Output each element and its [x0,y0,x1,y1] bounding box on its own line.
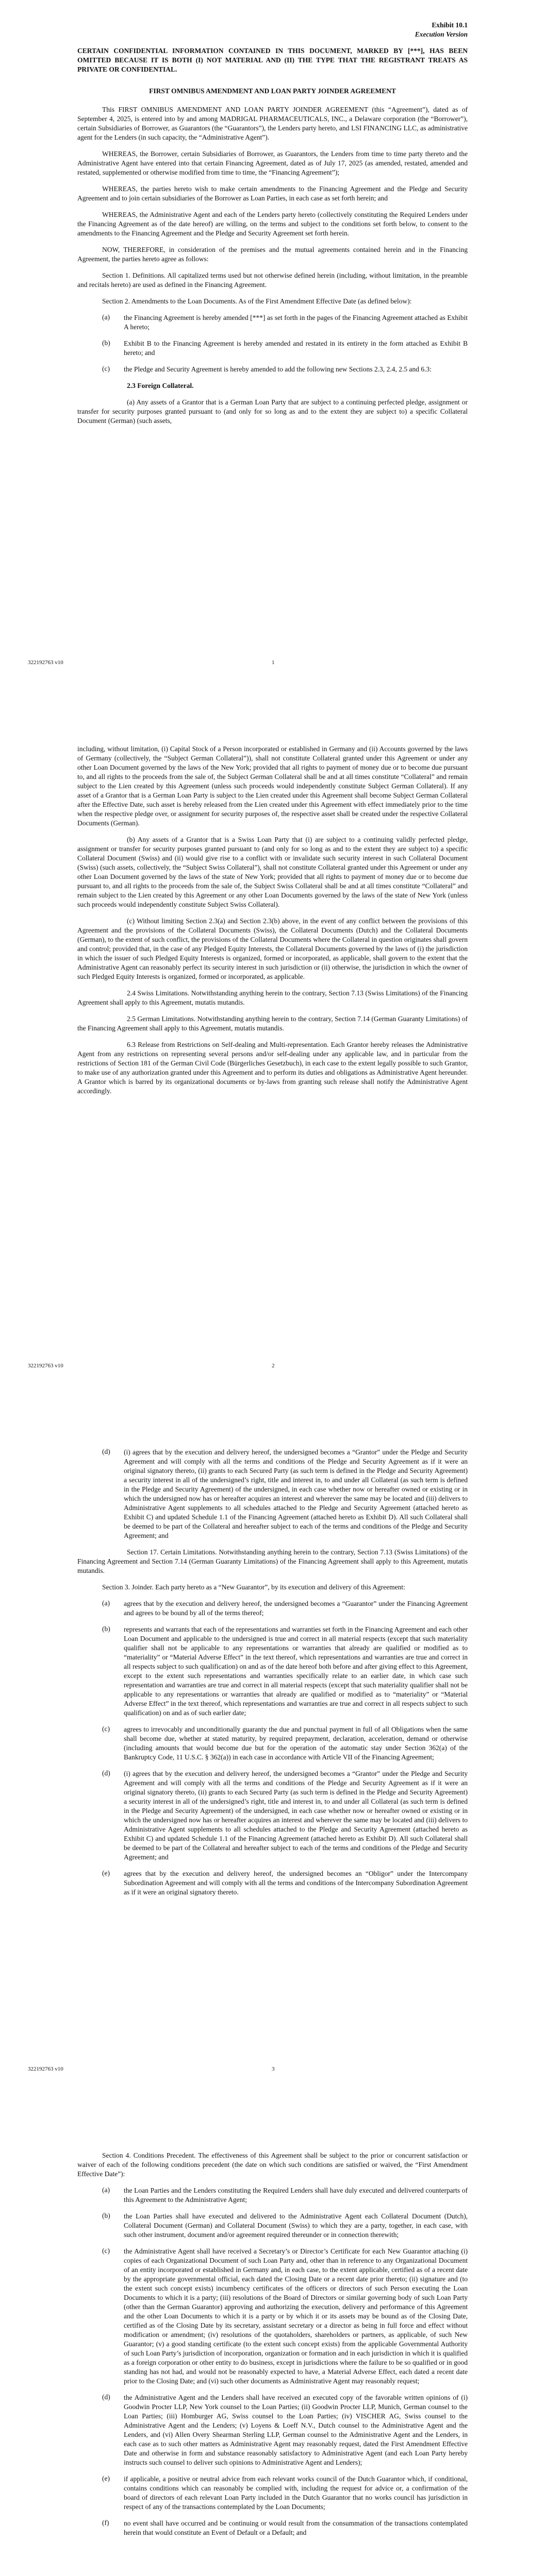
para-6-3-release: 6.3 Release from Restrictions on Self-dealing and Multi-representation. Each Grantor hereby releases the Administrative Agent from any restrictions on representing several persons and/or self-dealing under any applicable law, and in particular from the restrictions of Section 181 of the German Civil Code (Bürgerliches Gesetzbuch), in each case to the extent legally possible to such Grantor, to make use of any authorization granted under this Agreement and to perform its duties and obligations as Administrative Agent hereunder. A Grantor which is barred by its organizational documents or by-laws from granting such release shall notify the Administrative Agent accordingly. [77,1041,468,1095]
clause-3d-text: (i) agrees that by the execution and delivery hereof, the undersigned becomes a “Grantor” under the Pledge and Security Agreement and will comply with all the terms and conditions of the Pledge and Security Agreement as if it were an original signatory thereto, (ii) grants to each Secured Party (as such term is defined in the Pledge and Security Agreement) a security interest in all of the undersigned’s right, title and interest in, to and under all Collateral (as such term is defined in the Pledge and Security Agreement) of the undersigned, in each case whether now or hereafter owned or existing or in which the undersigned now has or hereafter acquires an interest and wherever the same may be located and (iii) delivers to Administrative Agent supplements to all schedules attached to the Pledge and Security Agreement (attached hereto as Exhibit C) and updated Schedule 1.1 of the Financing Agreement (attached hereto as Exhibit D). All such Collateral shall be deemed to be part of the Collateral and hereafter subject to each of the terms and conditions of the Pledge and Security Agreement; and [124,1770,468,1861]
clause-3e: (e) agrees that by the execution and delivery hereof, the undersigned becomes an “Obligor” under the Intercompany Subordination Agreement and will comply with all the terms and conditions of the Intercompany Subordination Agreement as if it were an original signatory thereto. [102,1869,468,1896]
clause-2a: (a) the Financing Agreement is hereby amended [***] as set forth in the pages of the Financing Agreement attached as Exhibit A hereto; [102,313,468,331]
clause-4f-text: no event shall have occurred and be continuing or would result from the consummation of the transactions contemplated herein that would constitute an Event of Default or a Default; and [124,2519,468,2536]
section-2-amendments: Section 2. Amendments to the Loan Documents. As of the First Amendment Effective Date (as defined below): [102,297,412,305]
page-4 [0,2110,544,2576]
whereas-2: WHEREAS, the parties hereto wish to make certain amendments to the Financing Agreement and the Pledge and Security Agreement and to join certain subsidiaries of the Borrower as Loan Parties, in each case as set forth herein; and [77,185,468,202]
document-id: 322192763 v10 [28,1363,63,1369]
page-number: 2 [272,1363,275,1369]
clause-3d: (d) (i) agrees that by the execution and delivery hereof, the undersigned becomes a “Grantor” under the Pledge and Security Agreement and will comply with all the terms and conditions of the Pledge and Security Agreement as if it were an original signatory thereto, (ii) grants to each Secured Party (as such term is defined in the Pledge and Security Agreement) a security interest in all of the undersigned’s right, title and interest in, to and under all Collateral (as such term is defined in the Pledge and Security Agreement) of the undersigned, in each case whether now or hereafter owned or existing or in which the undersigned now has or hereafter acquires an interest and wherever the same may be located and (iii) delivers to Administrative Agent supplements to all schedules attached to the Pledge and Security Agreement (attached hereto as Exhibit C) and updated Schedule 1.1 of the Financing Agreement (attached hereto as Exhibit D). All such Collateral shall be deemed to be part of the Collateral and hereafter subject to each of the terms and conditions of the Pledge and Security Agreement; and [102,1769,468,1861]
clause-4e-text: if applicable, a positive or neutral advice from each relevant works council of the Dutch Guarantor which, if conditional, contains conditions which can reasonably be complied with, including the request for advice or, a confirmation of the board of directors of each relevant Loan Party included in the Dutch Guarantor that no works council has jurisdiction in respect of any of the transactions contemplated by the Loan Documents; [124,2475,468,2511]
clause-2a-text: the Financing Agreement is hereby amended [***] as set forth in the pages of the Financing Agreement attached as Exhibit A hereto; [124,314,468,331]
section-3-joinder: Section 3. Joinder. Each party hereto as a “New Guarantor”, by its execution and delivery of this Agreement: [102,1583,405,1591]
intro-paragraph: This FIRST OMNIBUS AMENDMENT AND LOAN PARTY JOINDER AGREEMENT (this “Agreement”), dated as of September 4, 2025, is entered into by and among MADRIGAL PHARMACEUTICALS, INC., a Delaware corporation (the “Borrower”), certain Subsidiaries of Borrower, as Guarantors (the “Guarantors”), the Lenders party hereto, and LSI FINANCING LLC, as administrative agent for the Lenders (in such capacity, the “Administrative Agent”). [77,106,468,141]
document-id: 322192763 v10 [28,2066,63,2072]
clause-3b-text: represents and warrants that each of the representations and warranties set forth in the Financing Agreement and each other Loan Document and applicable to the undersigned is true and correct in all material respects (except that such materiality qualifier shall not be applicable to any representations or warranties that already are qualified or modified as to “materiality” or “Material Adverse Effect” in the text thereof, which representations and warranties are true and correct in all respects subject to such qualification) on and as of the date hereof both before and after giving effect to this Agreement, except to the extent such representations and warranties specifically relate to an earlier date, in which case such representation and warranties are true and correct in all material respects (except that such materiality qualifier shall not be applicable to any representations or warranties that already are qualified or modified as to “materiality” or “Material Adverse Effect” in the text thereof, which representations and warranties are true and correct in all respects subject to such qualification) on and as of such earlier date; [124,1625,468,1717]
clause-4d-text: the Administrative Agent and the Lenders shall have received an executed copy of the favorable written opinions of (i) Goodwin Procter LLP, New York counsel to the Loan Parties; (ii) Goodwin Procter LLP, Munich, German counsel to the Loan Parties; (iii) Homburger AG, Swiss counsel to the Loan Parties; (iv) VISCHER AG, Swiss counsel to the Administrative Agent and the Lenders; (v) Loyens & Loeff N.V., Dutch counsel to the Administrative Agent and the Lenders, and (vi) Allen Overy Shearman Sterling LLP, German counsel to the Administrative Agent and the Lenders, in each case as to such other matters as Administrative Agent may reasonably request, dated the First Amendment Effective Date and otherwise in form and substance reasonably satisfactory to Administrative Agent (and each Loan Party hereby instructs such counsel to deliver such opinions to Administrative Agent and Lenders); [124,2394,468,2466]
para-2-3a: (a) Any assets of a Grantor that is a German Loan Party that are subject to a continuing perfected pledge, assignment or transfer for security purposes granted pursuant to (and only for so long as and to the extent they are subject to) a specific Collateral Document (German) (such assets, [77,398,468,425]
section-17-limitations: Section 17. Certain Limitations. Notwithstanding anything herein to the contrary, Section 7.13 (Swiss Limitations) of the Financing Agreement and Section 7.14 (German Guaranty Limitations) of the Financing Agreement shall apply to this Agreement, mutatis mutandis. [77,1548,468,1574]
clause-2c: (c) the Pledge and Security Agreement is hereby amended to add the following new Sections 2.3, 2.4, 2.5 and 6.3: [102,365,468,374]
clause-4f: (f) no event shall have occurred and be continuing or would result from the consummation of the transactions contemplated herein that would constitute an Event of Default or a Default; and [102,2519,468,2536]
clause-3c: (c) agrees to irrevocably and unconditionally guaranty the due and punctual payment in full of all Obligations when the same shall become due, whether at stated maturity, by required prepayment, declaration, acceleration, demand or otherwise (including amounts that would become due but for the operation of the automatic stay under Section 362(a) of the Bankruptcy Code, 11 U.S.C. § 362(a)) in each case in accordance with Article VII of the Financing Agreement; [102,1725,468,1761]
para-2-3c: (c) Without limiting Section 2.3(a) and Section 2.3(b) above, in the event of any conflict between the provisions of this Agreement and the provisions of the Collateral Documents (Swiss), the Collateral Documents (Dutch) and the Collateral Documents (German), to the extent of such conflict, the provisions of the Collateral Documents where the Collateral in question originates shall govern and control; provided that, in the case of any Pledged Equity Interests, the Collateral Documents governed by the laws of (i) the jurisdiction in which the issuer of such Pledged Equity Interests is organized, formed or incorporated, as applicable, shall govern to the extent that the Administrative Agent can reasonably perfect its security interest in such jurisdiction or (ii) otherwise, the jurisdiction in which the owner of such Pledged Equity Interests is organized, formed or incorporated, as applicable. [77,917,468,980]
clause-4b: (b) the Loan Parties shall have executed and delivered to the Administrative Agent each Collateral Document (Dutch), Collateral Document (German) and Collateral Document (Swiss) to which they are a party, together, in each case, with such other instrument, document and/or agreement required thereunder or in connection therewith; [102,2212,468,2239]
page-number: 3 [272,2066,275,2072]
heading-2-3-foreign-collateral: 2.3 Foreign Collateral. [127,382,194,389]
document-id: 322192763 v10 [28,659,63,666]
clause-3c-text: agrees to irrevocably and unconditionally guaranty the due and punctual payment in full of all Obligations when the same shall become due, whether at stated maturity, by required prepayment, declaration, acceleration, demand or otherwise (including amounts that would become due but for the operation of the automatic stay under Section 362(a) of the Bankruptcy Code, 11 U.S.C. § 362(a)) in each case in accordance with Article VII of the Financing Agreement; [124,1725,468,1761]
para-2-4-swiss: 2.4 Swiss Limitations. Notwithstanding anything herein to the contrary, Section 7.13 (Swiss Limitations) of the Financing Agreement shall apply to this Agreement, mutatis mutandis. [77,989,468,1006]
clause-2c-text: the Pledge and Security Agreement is hereby amended to add the following new Sections 2.3, 2.4, 2.5 and 6.3: [124,365,432,373]
clause-2b: (b) Exhibit B to the Financing Agreement is hereby amended and restated in its entirety in the form attached as Exhibit B hereto; and [102,339,468,357]
clause-4a: (a) the Loan Parties and the Lenders constituting the Required Lenders shall have duly executed and delivered counterparts of this Agreement to the Administrative Agent; [102,2186,468,2204]
clause-3a: (a) agrees that by the execution and delivery hereof, the undersigned becomes a “Guarantor” under the Financing Agreement and agrees to be bound by all of the terms thereof; [102,1599,468,1617]
now-therefore: NOW, THEREFORE, in consideration of the premises and the mutual agreements contained herein and in the Financing Agreement, the parties hereto agree as follows: [77,246,468,263]
clause-2d-text: (i) agrees that by the execution and delivery hereof, the undersigned becomes a “Grantor” under the Pledge and Security Agreement and will comply with all the terms and conditions of the Pledge and Security Agreement as if it were an original signatory thereto, (ii) grants to each Secured Party (as such term is defined in the Pledge and Security Agreement) a security interest in all of the undersigned’s right, title and interest in, to and under all Collateral (as such term is defined in the Pledge and Security Agreement) of the undersigned, in each case whether now or hereafter owned or existing or in which the undersigned now has or hereafter acquires an interest and wherever the same may be located and (iii) delivers to Administrative Agent supplements to all schedules attached to the Pledge and Security Agreement (attached hereto as Exhibit C) and updated Schedule 1.1 of the Financing Agreement (attached hereto as Exhibit D). All such Collateral shall be deemed to be part of the Collateral and hereafter subject to each of the terms and conditions of the Pledge and Security Agreement; and [124,1448,468,1539]
whereas-1: WHEREAS, the Borrower, certain Subsidiaries of Borrower, as Guarantors, the Lenders from time to time party thereto and the Administrative Agent have entered into that certain Financing Agreement, dated as of July 17, 2025 (as amended, restated, amended and restated, supplemented or otherwise modified from time to time, the “Financing Agreement”); [77,150,468,176]
page-3 [0,1406,544,2110]
clause-4d: (d) the Administrative Agent and the Lenders shall have received an executed copy of the favorable written opinions of (i) Goodwin Procter LLP, New York counsel to the Loan Parties; (ii) Goodwin Procter LLP, Munich, German counsel to the Loan Parties; (iii) Homburger AG, Swiss counsel to the Loan Parties; (iv) VISCHER AG, Swiss counsel to the Administrative Agent and the Lenders; (v) Loyens & Loeff N.V., Dutch counsel to the Administrative Agent and the Lenders, and (vi) Allen Overy Shearman Sterling LLP, German counsel to the Administrative Agent and the Lenders, in each case as to such other matters as Administrative Agent may reasonably request, dated the First Amendment Effective Date and otherwise in form and substance reasonably satisfactory to Administrative Agent (and each Loan Party hereby instructs such counsel to deliver such opinions to Administrative Agent and Lenders); [102,2393,468,2466]
clause-4a-text: the Loan Parties and the Lenders constituting the Required Lenders shall have duly executed and delivered counterparts of this Agreement to the Administrative Agent; [124,2187,468,2204]
clause-4c: (c) the Administrative Agent shall have received a Secretary’s or Director’s Certificate for each New Guarantor attaching (i) copies of each Organizational Document of such Loan Party and, other than in reference to any Organizational Document of an entity incorporated or established in Germany and, in each case, to the extent applicable, certified as of a recent date by the appropriate governmental official, each dated the Closing Date or a recent date prior thereto; (ii) signature and (to the extent such concept exists) incumbency certificates of the officers or directors of such Person executing the Loan Documents to which it is a party; (iii) resolutions of the Board of Directors or similar governing body of such Loan Party (other than the German Guarantor) approving and authorizing the execution, delivery and performance of this Agreement and the other Loan Documents to which it is a party or by which it or its assets may be bound as of the Closing Date, certified as of the Closing Date by its secretary, assistant secretary or a director as being in full force and effect without modification or amendment; (iv) resolutions of the quotaholders, shareholders or partners, as applicable, of such New Guarantor; (v) a good standing certificate (to the extent such concept exists) from the applicable Governmental Authority of such Loan Party’s jurisdiction of incorporation, organization or formation and in each jurisdiction in which it is qualified as a foreign corporation or other entity to do business, except in jurisdictions where the failure to be so qualified or in good standing has not had, and would not be reasonably expected to have, a Material Adverse Effect, each dated a recent date prior to the Closing Date; and (vi) such other documents as Administrative Agent may reasonably request; [102,2247,468,2385]
clause-3e-text: agrees that by the execution and delivery hereof, the undersigned becomes an “Obligor” under the Intercompany Subordination Agreement and will comply with all the terms and conditions of the Intercompany Subordination Agreement as if it were an original signatory thereto. [124,1870,468,1896]
clause-4b-text: the Loan Parties shall have executed and delivered to the Administrative Agent each Collateral Document (Dutch), Collateral Document (German) and Collateral Document (Swiss) to which they are a party, together, in each case, with such other instrument, document and/or agreement required thereunder or in connection therewith; [124,2212,468,2239]
clause-3a-text: agrees that by the execution and delivery hereof, the undersigned becomes a “Guarantor” under the Financing Agreement and agrees to be bound by all of the terms thereof; [124,1600,468,1617]
para-2-5-german: 2.5 German Limitations. Notwithstanding anything herein to the contrary, Section 7.14 (German Guaranty Limitations) of the Financing Agreement shall apply to this Agreement, mutatis mutandis. [77,1015,468,1032]
document-title: FIRST OMNIBUS AMENDMENT AND LOAN PARTY JOINDER AGREEMENT [149,87,396,95]
clause-3b: (b) represents and warrants that each of the representations and warranties set forth in the Financing Agreement and each other Loan Document and applicable to the undersigned is true and correct in all material respects (except that such materiality qualifier shall not be applicable to any representations or warranties that already are qualified or modified as to “materiality” or “Material Adverse Effect” in the text thereof, which representations and warranties are true and correct in all respects subject to such qualification) on and as of the date hereof both before and after giving effect to this Agreement, except to the extent such representations and warranties specifically relate to an earlier date, in which case such representation and warranties are true and correct in all material respects (except that such materiality qualifier shall not be applicable to any representations or warranties that already are qualified or modified as to “materiality” or “Material Adverse Effect” in the text thereof, which representations and warranties are true and correct in all respects subject to such qualification) on and as of such earlier date; [102,1625,468,1717]
para-2-3a-continued: including, without limitation, (i) Capital Stock of a Person incorporated or established in Germany and (ii) Accounts governed by the laws of Germany (collectively, the “Subject German Collateral”)), shall not constitute Collateral granted under this Agreement or under any other Loan Document governed by the laws of the New York; provided that all rights to payment of money due or to become due pursuant to, and all rights to the proceeds from the sale of, the Subject German Collateral shall be and at all times constitute “Collateral” and remain subject to the Lien created by this Agreement (unless such proceeds would independently constitute Subject German Collateral). If any asset of a Grantor that is a German Loan Party is subject to the Lien created under this Agreement shall become Subject German Collateral after the Effective Date, such asset is hereby released from the Lien created under this Agreement with effect immediately prior to the time when the respective pledge over, or assignment for security purposes of, the respective asset shall be created under the respective Collateral Documents (German). [77,745,468,827]
clause-2d: (d) (i) agrees that by the execution and delivery hereof, the undersigned becomes a “Grantor” under the Pledge and Security Agreement and will comply with all the terms and conditions of the Pledge and Security Agreement as if it were an original signatory thereto, (ii) grants to each Secured Party (as such term is defined in the Pledge and Security Agreement) a security interest in all of the undersigned’s right, title and interest in, to and under all Collateral (as such term is defined in the Pledge and Security Agreement) of the undersigned, in each case whether now or hereafter owned or existing or in which the undersigned now has or hereafter acquires an interest and wherever the same may be located and (iii) delivers to Administrative Agent supplements to all schedules attached to the Pledge and Security Agreement (attached hereto as Exhibit C) and updated Schedule 1.1 of the Financing Agreement (attached hereto as Exhibit D). All such Collateral shall be deemed to be part of the Collateral and hereafter subject to each of the terms and conditions of the Pledge and Security Agreement; and [102,1448,468,1539]
clause-4c-text: the Administrative Agent shall have received a Secretary’s or Director’s Certificate for each New Guarantor attaching (i) copies of each Organizational Document of such Loan Party and, other than in reference to any Organizational Document of an entity incorporated or established in Germany and, in each case, to the extent applicable, certified as of a recent date by the appropriate governmental official, each dated the Closing Date or a recent date prior thereto; (ii) signature and (to the extent such concept exists) incumbency certificates of the officers or directors of such Person executing the Loan Documents to which it is a party; (iii) resolutions of the Board of Directors or similar governing body of such Loan Party (other than the German Guarantor) approving and authorizing the execution, delivery and performance of this Agreement and the other Loan Documents to which it is a party or by which it or its assets may be bound as of the Closing Date, certified as of the Closing Date by its secretary, assistant secretary or a director as being in full force and effect without modification or amendment; (iv) resolutions of the quotaholders, shareholders or partners, as applicable, of such New Guarantor; (v) a good standing certificate (to the extent such concept exists) from the applicable Governmental Authority of such Loan Party’s jurisdiction of incorporation, organization or formation and in each jurisdiction in which it is qualified as a foreign corporation or other entity to do business, except in jurisdictions where the failure to be so qualified or in good standing has not had, and would not be reasonably expected to have, a Material Adverse Effect, each dated a recent date prior to the Closing Date; and (vi) such other documents as Administrative Agent may reasonably request; [124,2247,468,2385]
whereas-3: WHEREAS, the Administrative Agent and each of the Lenders party hereto (collectively constituting the Required Lenders under the Financing Agreement as of the date hereof) are willing, on the terms and subject to the conditions set forth below, to consent to the amendments to the Financing Agreement and the Pledge and Security Agreement set forth herein. [77,211,468,237]
execution-version-label: Execution Version [415,30,468,38]
page-1 [0,0,544,703]
confidential-notice: CERTAIN CONFIDENTIAL INFORMATION CONTAINED IN THIS DOCUMENT, MARKED BY [***], HAS BEEN OMITTED BECAUSE IT IS BOTH (I) NOT MATERIAL AND (II) THE TYPE THAT THE REGISTRANT TREATS AS PRIVATE OR CONFIDENTIAL. [77,47,468,73]
clause-2b-text: Exhibit B to the Financing Agreement is hereby amended and restated in its entirety in the form attached as Exhibit B hereto; and [124,340,468,357]
para-2-3b: (b) Any assets of a Grantor that is a Swiss Loan Party that (i) are subject to a continuing validly perfected pledge, assignment or transfer for security purposes granted pursuant to (and only for so long as and to the extent they are subject to) a specific Collateral Document (Swiss) and (ii) would give rise to a conflict with or invalidate such security interest in such Collateral Document (Swiss) (such assets, collectively, the “Subject Swiss Collateral”), shall not constitute Collateral granted under this Agreement or under any other Loan Document governed by the laws of the state of New York; provided that all rights to payment of money due or to become due pursuant to, and all rights to the proceeds from the sale of, the Subject Swiss Collateral shall be and at all times constitute “Collateral” and remain subject to the Lien created by this Agreement or any other Loan Documents governed by the laws of the state of New York (unless such proceeds would independently constitute Subject Swiss Collateral). [77,836,468,908]
section-4-conditions: Section 4. Conditions Precedent. The effectiveness of this Agreement shall be subject to the prior or concurrent satisfaction or waiver of each of the following conditions precedent (the date on which such conditions are satisfied or waived, the “First Amendment Effective Date”): [77,2151,468,2178]
page-number: 1 [272,659,275,666]
page-2 [0,703,544,1406]
section-1-definitions: Section 1. Definitions. All capitalized terms used but not otherwise defined herein (including, without limitation, in the preamble and recitals hereto) are used as defined in the Financing Agreement. [77,272,468,289]
exhibit-label: Exhibit 10.1 [432,21,468,29]
clause-4e: (e) if applicable, a positive or neutral advice from each relevant works council of the Dutch Guarantor which, if conditional, contains conditions which can reasonably be complied with, including the request for advice or, a confirmation of the board of directors of each relevant Loan Party included in the Dutch Guarantor that no works council has jurisdiction in respect of any of the transactions contemplated by the Loan Documents; [102,2475,468,2511]
